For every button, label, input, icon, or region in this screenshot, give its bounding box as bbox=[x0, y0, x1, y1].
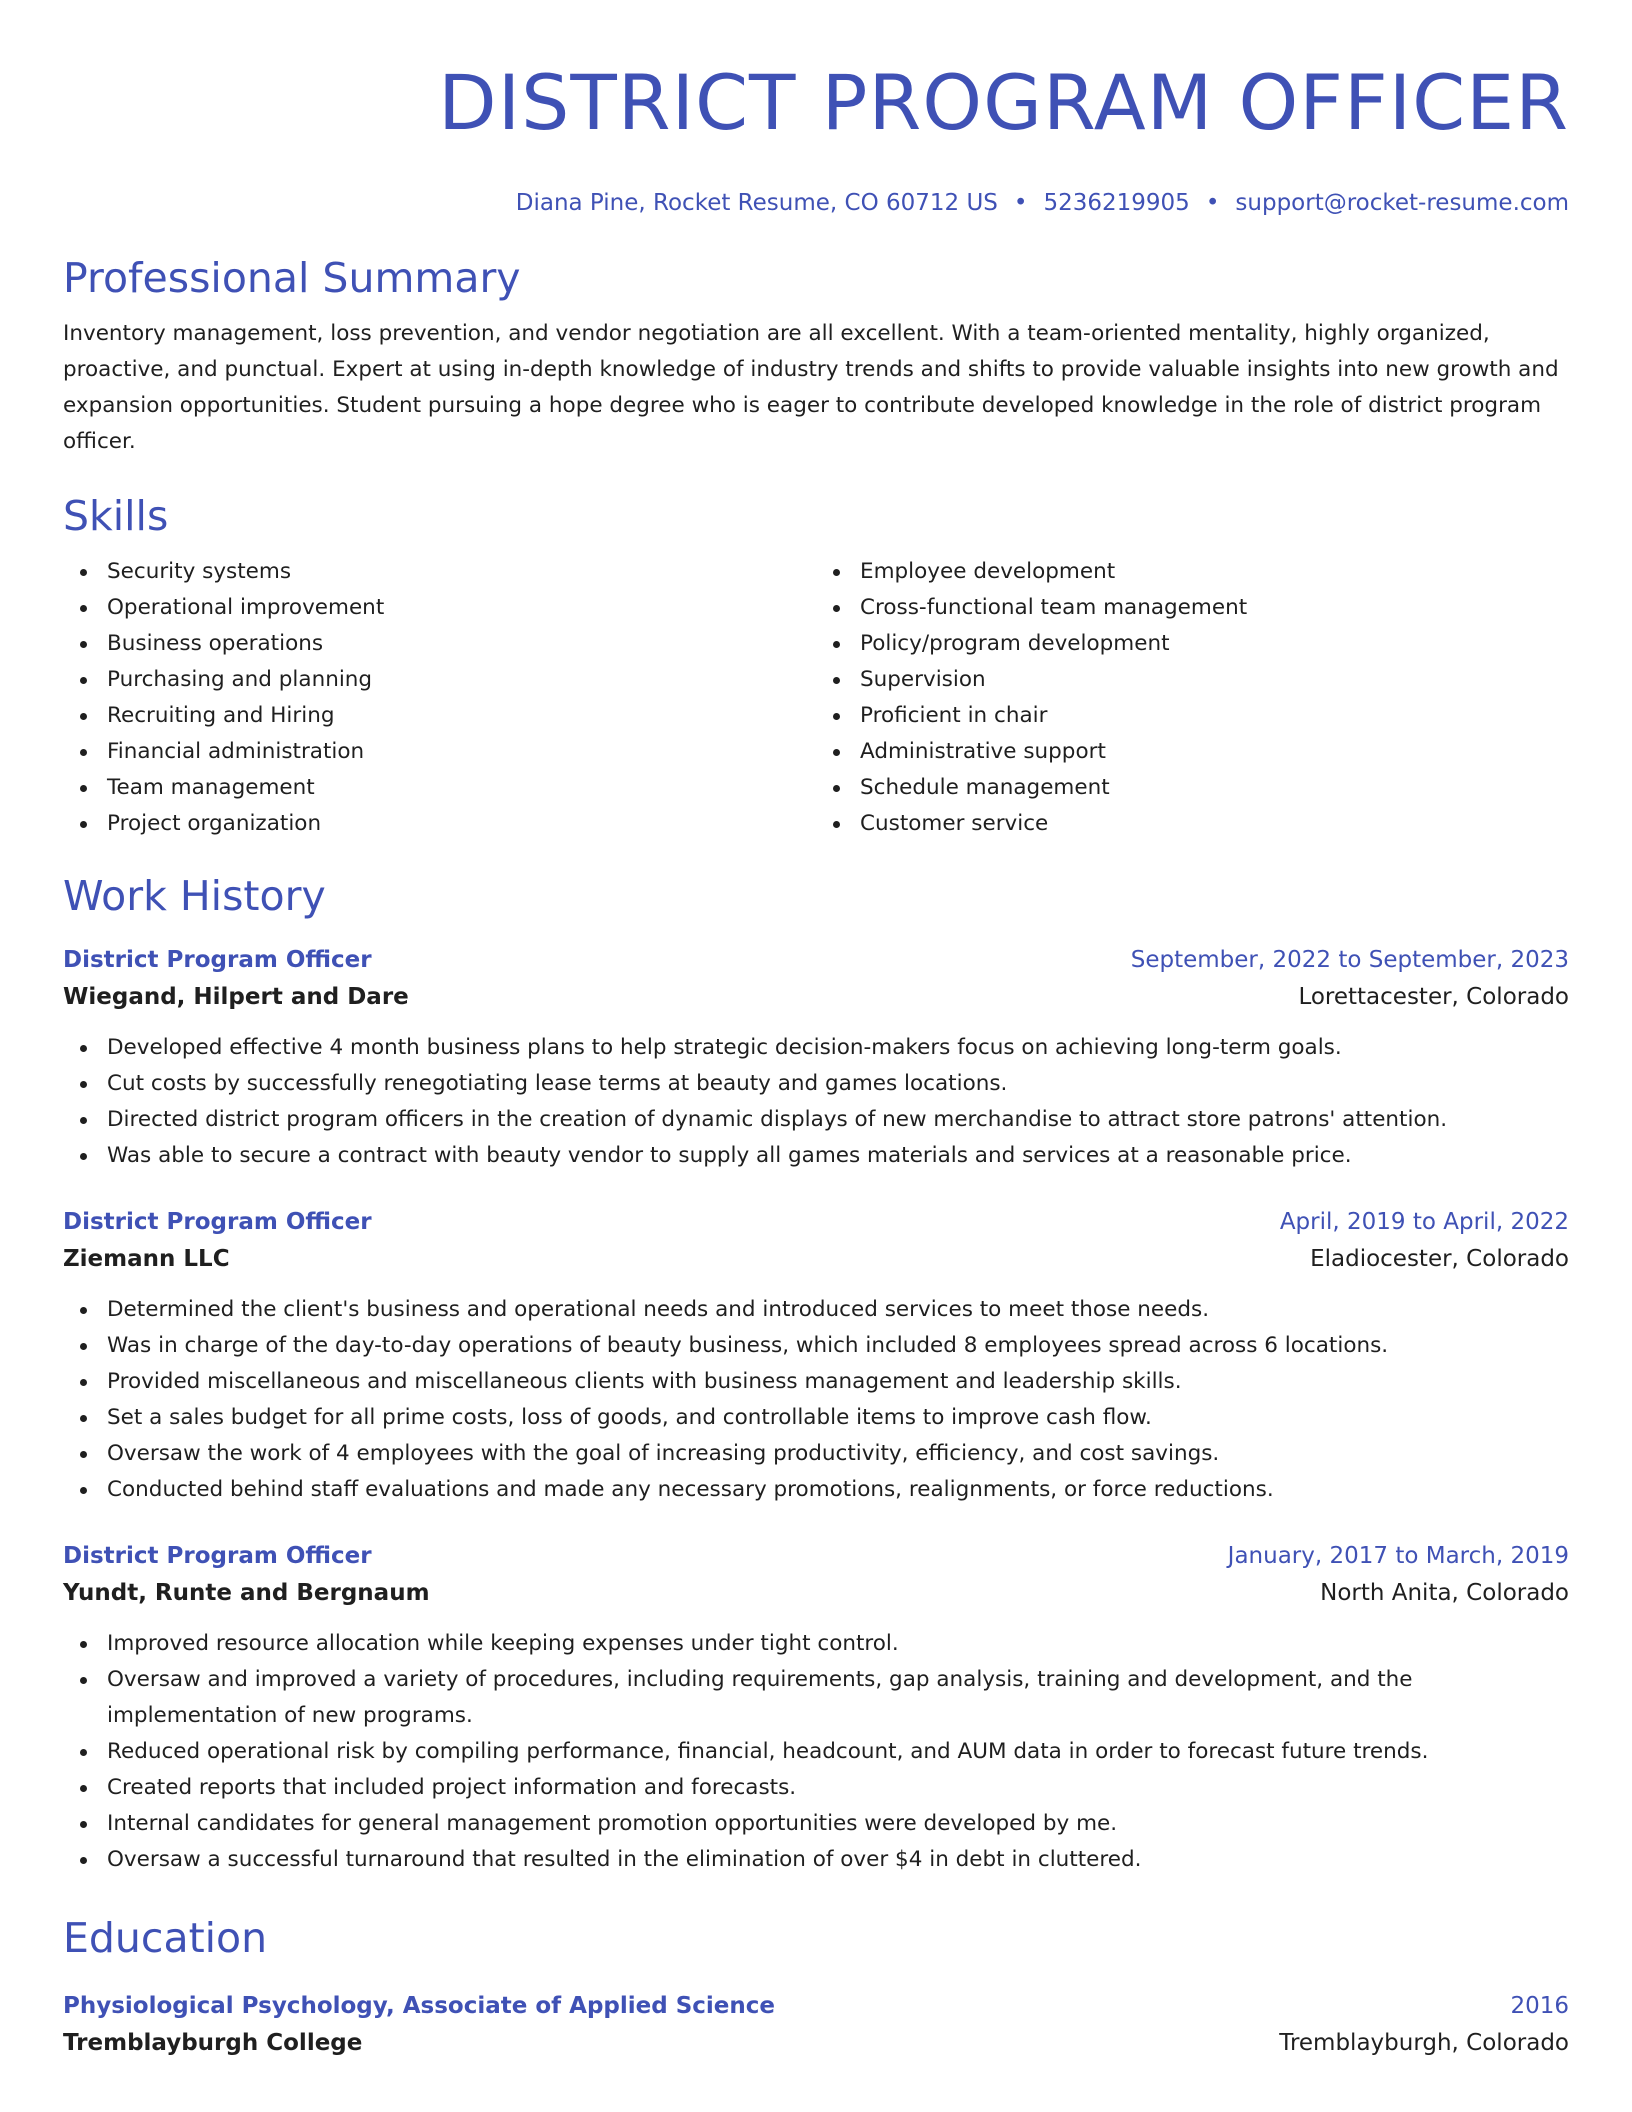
job-title: District Program Officer bbox=[63, 947, 372, 973]
job-company-row bbox=[63, 1574, 1569, 1612]
job-bullet: Was able to secure a contract with beauty vendor to supply all games materials and services at a reasonable price. bbox=[107, 1138, 1569, 1174]
job-bullet: Cut costs by successfully renegotiating lease terms at beauty and games locations. bbox=[107, 1066, 1569, 1102]
job-dates: April, 2019 to April, 2022 bbox=[1279, 1209, 1569, 1235]
job-dates: January, 2017 to March, 2019 bbox=[1227, 1543, 1569, 1569]
job-bullet: Was in charge of the day-to-day operations of beauty business, which included 8 employees spread across 6 locations. bbox=[107, 1328, 1569, 1364]
job-company-row bbox=[63, 1240, 1569, 1278]
work-history-heading: Work History bbox=[63, 872, 326, 920]
education-school-row bbox=[63, 2024, 1569, 2062]
job-bullet: Created reports that included project information and forecasts. bbox=[107, 1770, 1569, 1806]
job-location: North Anita, Colorado bbox=[1320, 1580, 1569, 1606]
job-header-row bbox=[63, 1204, 1569, 1240]
job-bullet: Directed district program officers in the creation of dynamic displays of new merchandise to attract store patrons' attention. bbox=[107, 1102, 1569, 1138]
contact-email: support@rocket-resume.com bbox=[1235, 190, 1569, 216]
job-location: Eladiocester, Colorado bbox=[1310, 1246, 1569, 1272]
job-bullets bbox=[63, 1030, 1569, 1174]
skills-heading: Skills bbox=[63, 492, 169, 540]
job-bullet: Improved resource allocation while keeping expenses under tight control. bbox=[107, 1626, 1569, 1662]
job-location: Lorettacester, Colorado bbox=[1298, 984, 1569, 1010]
skill-item: Recruiting and Hiring bbox=[107, 698, 816, 734]
skill-item: Customer service bbox=[860, 806, 1569, 842]
job-bullet: Internal candidates for general management promotion opportunities were developed by me. bbox=[107, 1806, 1569, 1842]
education-heading: Education bbox=[63, 1914, 268, 1962]
job-dates: September, 2022 to September, 2023 bbox=[1130, 947, 1569, 973]
resume-title: DISTRICT PROGRAM OFFICER bbox=[438, 58, 1569, 147]
skill-item: Financial administration bbox=[107, 734, 816, 770]
skills-list-left bbox=[63, 554, 816, 842]
education-degree: Physiological Psychology, Associate of Applied Science bbox=[63, 1993, 776, 2019]
job-bullet: Oversaw the work of 4 employees with the goal of increasing productivity, efficiency, and cost savings. bbox=[107, 1436, 1569, 1472]
skills-list-right bbox=[816, 554, 1569, 842]
job-bullet: Developed effective 4 month business plans to help strategic decision-makers focus on achieving long-term goals. bbox=[107, 1030, 1569, 1066]
contact-separator: • bbox=[1013, 190, 1028, 216]
job-entry bbox=[63, 1204, 1569, 1508]
skill-item: Proficient in chair bbox=[860, 698, 1569, 734]
job-header-row bbox=[63, 1538, 1569, 1574]
education-school: Tremblayburgh College bbox=[63, 2030, 363, 2056]
contact-phone: 5236219905 bbox=[1043, 190, 1190, 216]
job-company: Ziemann LLC bbox=[63, 1246, 230, 1272]
education-entry bbox=[63, 1988, 1569, 2062]
job-title: District Program Officer bbox=[63, 1209, 372, 1235]
job-header-row bbox=[63, 942, 1569, 978]
skill-item: Cross-functional team management bbox=[860, 590, 1569, 626]
summary-text: Inventory management, loss prevention, and vendor negotiation are all excellent. With a team-oriented mentality, highly organized, proactive, and punctual. Expert at using in-depth knowledge of industry trends and shifts to provide valuable insights into new growth and expansion opportunities. Student pursuing a hope degree who is eager to contribute developed knowledge in the role of district program officer. bbox=[63, 321, 1559, 454]
skill-item: Policy/program development bbox=[860, 626, 1569, 662]
contact-separator: • bbox=[1205, 190, 1220, 216]
education-location: Tremblayburgh, Colorado bbox=[1279, 2030, 1569, 2056]
job-bullet: Determined the client's business and operational needs and introduced services to meet those needs. bbox=[107, 1292, 1569, 1328]
skill-item: Business operations bbox=[107, 626, 816, 662]
contact-line bbox=[63, 188, 1569, 218]
skill-item: Operational improvement bbox=[107, 590, 816, 626]
skill-item: Project organization bbox=[107, 806, 816, 842]
education-year: 2016 bbox=[1510, 1993, 1569, 2019]
job-company: Wiegand, Hilpert and Dare bbox=[63, 984, 409, 1010]
contact-address: Diana Pine, Rocket Resume, CO 60712 US bbox=[515, 190, 998, 216]
job-bullet: Conducted behind staff evaluations and made any necessary promotions, realignments, or force reductions. bbox=[107, 1472, 1569, 1508]
job-bullet: Set a sales budget for all prime costs, loss of goods, and controllable items to improve cash flow. bbox=[107, 1400, 1569, 1436]
skill-item: Administrative support bbox=[860, 734, 1569, 770]
skill-item: Employee development bbox=[860, 554, 1569, 590]
skill-item: Team management bbox=[107, 770, 816, 806]
education-header-row bbox=[63, 1988, 1569, 2024]
skill-item: Security systems bbox=[107, 554, 816, 590]
job-company-row bbox=[63, 978, 1569, 1016]
skill-item: Purchasing and planning bbox=[107, 662, 816, 698]
job-bullet: Provided miscellaneous and miscellaneous clients with business management and leadership skills. bbox=[107, 1364, 1569, 1400]
job-bullets bbox=[63, 1292, 1569, 1508]
job-bullet: Reduced operational risk by compiling performance, financial, headcount, and AUM data in order to forecast future trends. bbox=[107, 1734, 1569, 1770]
job-entry bbox=[63, 1538, 1569, 1878]
job-company: Yundt, Runte and Bergnaum bbox=[63, 1580, 430, 1606]
job-bullets bbox=[63, 1626, 1569, 1878]
skill-item: Supervision bbox=[860, 662, 1569, 698]
job-bullet: Oversaw a successful turnaround that resulted in the elimination of over $4 in debt in cluttered. bbox=[107, 1842, 1569, 1878]
skills-columns bbox=[63, 554, 1569, 842]
skill-item: Schedule management bbox=[860, 770, 1569, 806]
job-bullet: Oversaw and improved a variety of procedures, including requirements, gap analysis, training and development, and the implementation of new programs. bbox=[107, 1662, 1569, 1734]
summary-heading: Professional Summary bbox=[63, 254, 521, 302]
job-title: District Program Officer bbox=[63, 1543, 372, 1569]
job-entry bbox=[63, 942, 1569, 1174]
